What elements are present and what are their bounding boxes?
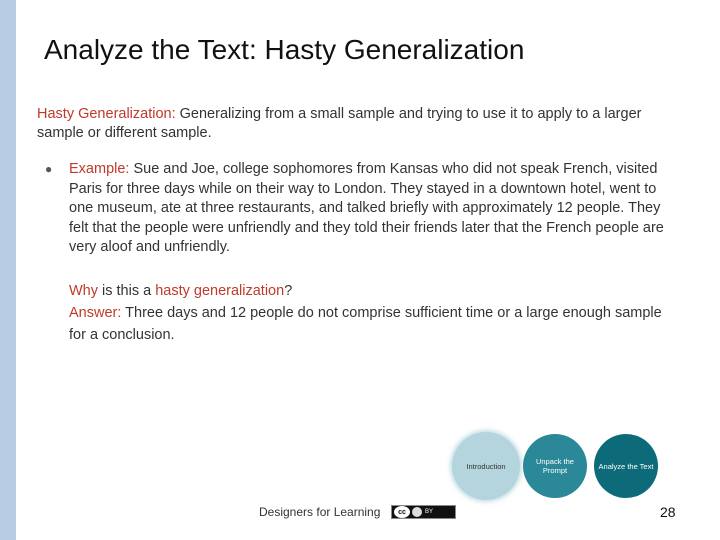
step-label: Analyze the Text [598,461,654,471]
step-unpack-the-prompt[interactable] [523,434,587,498]
answer-label: Answer: [69,305,122,321]
step-introduction[interactable] [452,432,520,500]
step-analyze-the-text[interactable] [594,434,658,498]
definition-paragraph [37,105,677,143]
question-end: ? [284,283,293,299]
question-line [69,280,669,302]
step-label: Introduction [466,461,506,471]
license-label: BY [425,509,434,515]
footer-organization: Designers for Learning [259,505,381,519]
example-text: Sue and Joe, college sophomores from Kansas who did not speak French, visited Paris for three days while on their way to London. They stayed in a downtown hotel, went to one museum, ate at three restaurants, and talked briefly with approximately 12 people. They felt that the people were unfriendly and they told their friends later that the French people are very aloof and unfriendly. [69,161,664,255]
question-middle: is this a [98,283,156,299]
question-answer-block [69,280,669,346]
creative-commons-badge [391,505,456,519]
answer-text: Three days and 12 people do not comprise sufficient time or a large enough sample for a conclusion. [69,305,662,343]
page-number: 28 [660,504,676,520]
example-bullet-item [45,160,665,258]
creative-commons-icon: cc [394,506,410,518]
page-title: Analyze the Text: Hasty Generalization [44,34,525,65]
step-label: Unpack the Prompt [536,457,574,475]
definition-text: Generalizing from a small sample and trying to use it to apply to a larger sample or different sample. [37,106,642,141]
example-label: Example: [69,161,130,177]
definition-term: Hasty Generalization: [37,106,176,122]
bullet-icon: ● [45,162,53,176]
question-term: hasty generalization [155,283,285,299]
attribution-icon [412,507,422,517]
left-accent-bar [0,0,16,540]
answer-line [69,302,669,346]
example-body [69,160,665,258]
question-why: Why [69,283,98,299]
